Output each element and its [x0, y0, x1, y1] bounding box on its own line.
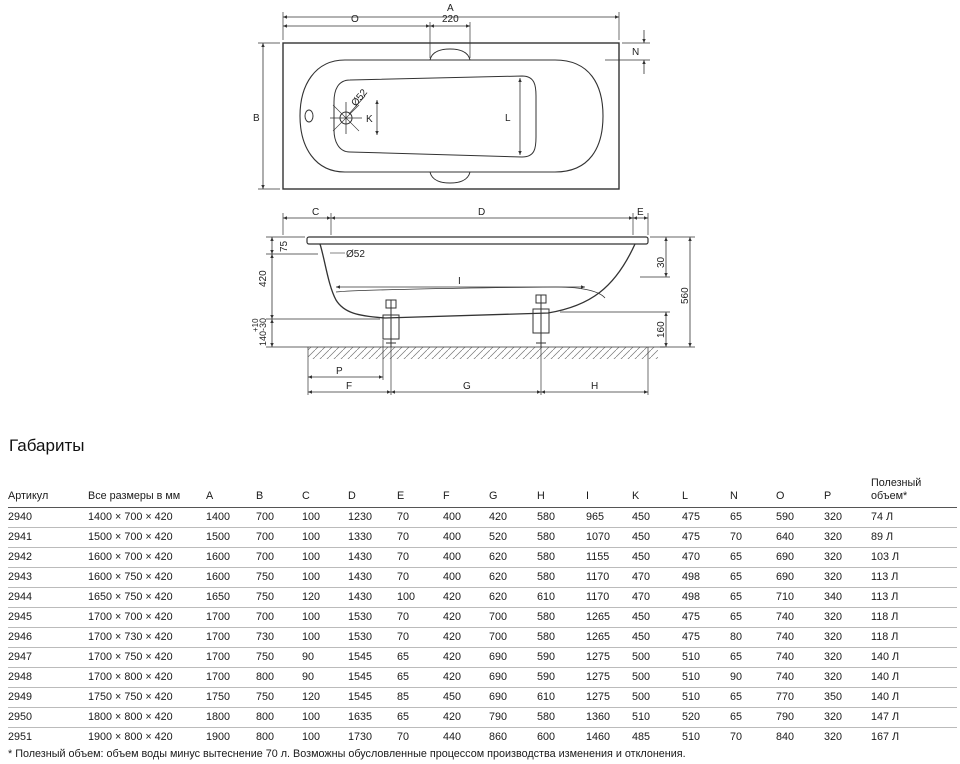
table-cell: 320 — [824, 568, 871, 588]
table-cell: 65 — [730, 708, 776, 728]
table-cell: 1800 × 800 × 420 — [88, 708, 206, 728]
table-row — [8, 528, 957, 548]
dim-label-d52-side: Ø52 — [346, 249, 365, 260]
table-cell: 1400 × 700 × 420 — [88, 508, 206, 528]
table-cell: 750 — [256, 588, 302, 608]
table-cell: 1400 — [206, 508, 256, 528]
table-cell: 70 — [397, 628, 443, 648]
table-cell: 500 — [632, 668, 682, 688]
table-cell: 320 — [824, 708, 871, 728]
dim-label-b: B — [253, 113, 260, 124]
table-cell: 90 — [302, 648, 348, 668]
table-cell: 1230 — [348, 508, 397, 528]
table-cell: 840 — [776, 731, 795, 743]
table-cell: 70 — [397, 548, 443, 568]
dim-label-f: F — [346, 381, 353, 392]
table-cell: 118 Л — [871, 628, 957, 648]
article-cell: 2940 — [8, 508, 88, 528]
table-cell: 70 — [730, 731, 743, 743]
table-cell: 1275 — [586, 648, 632, 668]
table-cell: 65 — [730, 688, 776, 708]
table-cell: 498 — [682, 568, 730, 588]
table-cell: 510 — [682, 668, 730, 688]
table-row — [8, 588, 957, 608]
table-cell: 70 — [397, 608, 443, 628]
table-cell: 580 — [537, 548, 586, 568]
table-cell: 65 — [730, 648, 776, 668]
table-cell: 320 — [824, 548, 871, 568]
table-cell: 100 — [302, 508, 348, 528]
table-cell: 450 — [632, 508, 682, 528]
table-cell: 1700 × 700 × 420 — [88, 608, 206, 628]
table-cell: 140 Л — [871, 648, 957, 668]
column-header: L — [682, 474, 730, 508]
table-cell: 750 — [256, 688, 302, 708]
table-cell: 965 — [586, 508, 632, 528]
table-cell: 1330 — [348, 528, 397, 548]
dim-label-a: A — [447, 3, 454, 14]
table-cell: 120 — [302, 588, 348, 608]
table-cell: 320 — [824, 648, 871, 668]
table-cell: 100 — [302, 548, 348, 568]
table-cell: 1545 — [348, 688, 397, 708]
table-cell: 1700 — [206, 628, 256, 648]
table-cell: 320 — [824, 731, 843, 743]
table-cell: 740 — [776, 648, 824, 668]
table-cell: 100 — [302, 708, 348, 728]
table-cell: 1545 — [348, 648, 397, 668]
side-view-labels — [251, 207, 691, 392]
dimensions-table — [8, 474, 957, 747]
table-cell: 65 — [730, 508, 776, 528]
table-cell: 770 — [776, 688, 824, 708]
column-header: I — [586, 474, 632, 508]
table-cell: 610 — [537, 588, 586, 608]
footnote: * Полезный объем: объем воды минус вытеснение 70 л. Возможны обусловленные процессом производства изменения и отклонения. — [8, 748, 686, 760]
table-cell: 90 — [302, 668, 348, 688]
dim-label-30: 30 — [656, 256, 667, 268]
table-cell: 740 — [776, 628, 824, 648]
table-body — [8, 508, 957, 748]
column-header: D — [348, 474, 397, 508]
table-cell: 1265 — [586, 628, 632, 648]
column-header: P — [824, 474, 871, 508]
table-cell: 580 — [537, 708, 586, 728]
table-cell: 475 — [682, 508, 730, 528]
column-header: F — [443, 474, 489, 508]
article-cell: 2951 — [8, 731, 33, 743]
table-cell: 700 — [489, 628, 537, 648]
table-cell: 1430 — [348, 548, 397, 568]
table-cell: 1265 — [586, 608, 632, 628]
table-cell: 80 — [730, 628, 776, 648]
table-row — [8, 608, 957, 628]
table-header — [8, 474, 957, 508]
table-cell: 118 Л — [871, 608, 957, 628]
table-cell: 1275 — [586, 668, 632, 688]
column-header: Полезный объем* — [871, 474, 957, 508]
table-row — [8, 628, 957, 648]
table-cell: 470 — [632, 568, 682, 588]
section-title: Габариты — [9, 436, 85, 455]
table-cell: 750 — [256, 648, 302, 668]
table-cell: 700 — [256, 528, 302, 548]
table-cell: 1170 — [586, 568, 632, 588]
table-cell: 580 — [537, 608, 586, 628]
table-cell: 400 — [443, 548, 489, 568]
table-cell: 400 — [443, 568, 489, 588]
dim-label-plus10: +10 — [251, 318, 260, 332]
table-cell: 690 — [776, 548, 824, 568]
table-cell: 1600 — [206, 568, 256, 588]
dim-label-560: 560 — [680, 287, 691, 304]
table-cell: 70 — [397, 528, 443, 548]
table-row — [8, 548, 957, 568]
column-header: C — [302, 474, 348, 508]
table-cell: 420 — [443, 628, 489, 648]
table-cell: 475 — [682, 628, 730, 648]
table-cell: 1900 — [206, 731, 231, 743]
column-header: Артикул — [8, 474, 88, 508]
table-cell: 610 — [537, 688, 586, 708]
table-cell: 520 — [489, 528, 537, 548]
table-cell: 1730 — [348, 731, 373, 743]
table-cell: 450 — [632, 628, 682, 648]
dim-label-p: P — [336, 366, 343, 377]
table-cell: 65 — [397, 668, 443, 688]
table-cell: 1600 — [206, 548, 256, 568]
table-cell: 1900 × 800 × 420 — [88, 731, 173, 743]
table-cell: 690 — [489, 648, 537, 668]
table-cell: 1700 × 750 × 420 — [88, 648, 206, 668]
table-cell: 420 — [443, 588, 489, 608]
article-cell: 2941 — [8, 528, 88, 548]
table-cell: 740 — [776, 668, 824, 688]
table-cell: 590 — [537, 648, 586, 668]
column-header: B — [256, 474, 302, 508]
table-cell: 65 — [730, 608, 776, 628]
table-cell: 70 — [397, 568, 443, 588]
dim-label-140-30: 140-30 — [258, 317, 268, 346]
table-cell: 860 — [489, 731, 508, 743]
article-cell: 2942 — [8, 548, 88, 568]
table-cell: 620 — [489, 548, 537, 568]
article-cell: 2949 — [8, 688, 88, 708]
article-cell: 2946 — [8, 628, 88, 648]
table-cell: 140 Л — [871, 688, 957, 708]
table-cell: 450 — [632, 608, 682, 628]
table-cell: 1530 — [348, 628, 397, 648]
table-row — [8, 648, 957, 668]
table-cell: 320 — [824, 508, 871, 528]
table-cell: 1700 — [206, 648, 256, 668]
article-cell: 2945 — [8, 608, 88, 628]
table-cell: 100 — [302, 528, 348, 548]
table-cell: 1170 — [586, 588, 632, 608]
table-cell: 65 — [730, 588, 776, 608]
table-cell: 580 — [537, 568, 586, 588]
handle-top — [430, 49, 470, 60]
table-cell: 103 Л — [871, 548, 957, 568]
overflow — [305, 110, 313, 122]
table-cell: 1500 × 700 × 420 — [88, 528, 206, 548]
table-cell: 730 — [256, 628, 302, 648]
table-cell: 580 — [537, 508, 586, 528]
dim-label-k: K — [366, 114, 373, 125]
table-cell: 420 — [443, 668, 489, 688]
table-cell: 1650 × 750 × 420 — [88, 588, 206, 608]
table-cell: 580 — [537, 628, 586, 648]
table-cell: 700 — [489, 608, 537, 628]
table-row — [8, 688, 957, 708]
handle-bottom — [430, 172, 470, 183]
table-cell: 470 — [632, 588, 682, 608]
table-cell: 420 — [443, 708, 489, 728]
dim-label-h: H — [591, 381, 599, 392]
table-cell: 690 — [776, 568, 824, 588]
table-cell: 510 — [682, 731, 701, 743]
article-cell: 2948 — [8, 668, 88, 688]
table-cell: 620 — [489, 568, 537, 588]
dim-label-c: C — [312, 207, 320, 218]
table-cell: 340 — [824, 588, 871, 608]
article-cell: 2947 — [8, 648, 88, 668]
table-cell: 89 Л — [871, 528, 957, 548]
table-cell: 500 — [632, 688, 682, 708]
table-cell: 113 Л — [871, 568, 957, 588]
table-cell: 420 — [443, 648, 489, 668]
table-cell: 1800 — [206, 708, 256, 728]
side-view — [266, 213, 695, 395]
table-cell: 65 — [397, 708, 443, 728]
dim-label-d: D — [478, 207, 486, 218]
table-cell: 350 — [824, 688, 871, 708]
table-cell: 420 — [443, 608, 489, 628]
table-cell: 1070 — [586, 528, 632, 548]
table-row — [8, 668, 957, 688]
table-cell: 475 — [682, 608, 730, 628]
table-cell: 800 — [256, 708, 302, 728]
table-cell: 90 — [730, 668, 776, 688]
table-cell: 65 — [397, 648, 443, 668]
column-header: E — [397, 474, 443, 508]
table-cell: 70 — [397, 508, 443, 528]
table-cell: 1700 — [206, 668, 256, 688]
table-row — [8, 708, 957, 728]
table-cell: 640 — [776, 528, 824, 548]
dim-label-160: 160 — [656, 321, 667, 338]
table-cell: 790 — [489, 708, 537, 728]
dim-label-l: L — [505, 113, 511, 124]
table-cell: 1530 — [348, 608, 397, 628]
tub-rim — [307, 237, 648, 244]
table-cell: 320 — [824, 668, 871, 688]
table-cell: 140 Л — [871, 668, 957, 688]
table-cell: 1155 — [586, 548, 632, 568]
table-cell: 620 — [489, 588, 537, 608]
table-cell: 510 — [682, 688, 730, 708]
table-cell: 74 Л — [871, 508, 957, 528]
table-cell: 700 — [256, 508, 302, 528]
table-cell: 120 — [302, 688, 348, 708]
table-cell: 147 Л — [871, 708, 957, 728]
table-cell: 400 — [443, 508, 489, 528]
dim-label-g: G — [463, 381, 471, 392]
table-cell: 1700 — [206, 608, 256, 628]
table-cell: 70 — [397, 731, 410, 743]
table-cell: 750 — [256, 568, 302, 588]
top-view — [258, 12, 650, 189]
table-cell: 450 — [632, 548, 682, 568]
article-cell: 2944 — [8, 588, 88, 608]
table-cell: 1650 — [206, 588, 256, 608]
column-header: O — [776, 474, 824, 508]
table-cell: 740 — [776, 608, 824, 628]
table-cell: 485 — [632, 731, 651, 743]
table-row — [8, 568, 957, 588]
column-header: K — [632, 474, 682, 508]
dim-label-d52-top: Ø52 — [349, 87, 371, 109]
table-cell: 690 — [489, 668, 537, 688]
table-cell: 100 — [302, 731, 321, 743]
table-row — [8, 508, 957, 528]
table-cell: 800 — [256, 731, 275, 743]
table-cell: 113 Л — [871, 588, 957, 608]
column-header: A — [206, 474, 256, 508]
column-header: N — [730, 474, 776, 508]
table-cell: 700 — [256, 608, 302, 628]
dim-label-i: I — [458, 276, 461, 287]
leg-left — [383, 300, 399, 347]
floor-hatch — [308, 347, 658, 359]
table-cell: 475 — [682, 528, 730, 548]
table-cell: 500 — [632, 648, 682, 668]
column-header: G — [489, 474, 537, 508]
table-cell: 1600 × 750 × 420 — [88, 568, 206, 588]
table-cell: 590 — [537, 668, 586, 688]
table-cell: 590 — [776, 508, 824, 528]
table-cell: 400 — [443, 528, 489, 548]
table-cell: 1600 × 700 × 420 — [88, 548, 206, 568]
table-cell: 1430 — [348, 568, 397, 588]
table-cell: 65 — [730, 548, 776, 568]
table-cell: 800 — [256, 668, 302, 688]
table-cell: 1700 × 730 × 420 — [88, 628, 206, 648]
table-cell: 65 — [730, 568, 776, 588]
table-cell: 440 — [443, 731, 462, 743]
tub-body — [320, 244, 635, 318]
table-cell: 100 — [397, 588, 443, 608]
dim-label-o: O — [351, 14, 359, 25]
table-cell: 100 — [302, 568, 348, 588]
table-cell: 420 — [489, 508, 537, 528]
top-view-outline — [283, 43, 619, 189]
dim-label-n: N — [632, 47, 640, 58]
table-cell: 167 Л — [871, 731, 900, 743]
table-cell: 1360 — [586, 708, 632, 728]
table-cell: 710 — [776, 588, 824, 608]
table-cell: 1700 × 800 × 420 — [88, 668, 206, 688]
table-cell: 700 — [256, 548, 302, 568]
table-cell: 600 — [537, 731, 556, 743]
table-cell: 498 — [682, 588, 730, 608]
table-cell: 1750 × 750 × 420 — [88, 688, 206, 708]
dim-label-75: 75 — [279, 240, 290, 252]
article-cell: 2943 — [8, 568, 88, 588]
top-view-labels — [253, 3, 639, 125]
table-cell: 1545 — [348, 668, 397, 688]
table-cell: 1635 — [348, 708, 397, 728]
table-cell: 320 — [824, 528, 871, 548]
table-cell: 100 — [302, 608, 348, 628]
table-cell: 1500 — [206, 528, 256, 548]
table-cell: 580 — [537, 528, 586, 548]
table-cell: 100 — [302, 628, 348, 648]
table-cell: 70 — [730, 528, 776, 548]
dim-label-420: 420 — [258, 270, 269, 287]
table-cell: 450 — [443, 688, 489, 708]
table-cell: 510 — [682, 648, 730, 668]
table-row — [8, 728, 957, 748]
leg-right — [533, 295, 549, 347]
table-header-row — [8, 474, 957, 508]
table-cell: 85 — [397, 688, 443, 708]
column-header: Все размеры в мм — [88, 474, 206, 508]
column-header: H — [537, 474, 586, 508]
table-cell: 690 — [489, 688, 537, 708]
table-cell: 1430 — [348, 588, 397, 608]
table-cell: 1460 — [586, 731, 611, 743]
table-cell: 320 — [824, 608, 871, 628]
table-cell: 510 — [632, 708, 682, 728]
table-cell: 1750 — [206, 688, 256, 708]
dim-label-e: E — [637, 207, 644, 218]
article-cell: 2950 — [8, 708, 88, 728]
dim-label-220: 220 — [442, 14, 459, 25]
table-cell: 470 — [682, 548, 730, 568]
table-cell: 520 — [682, 708, 730, 728]
table-cell: 790 — [776, 708, 824, 728]
table-cell: 320 — [824, 628, 871, 648]
table-cell: 1275 — [586, 688, 632, 708]
table-cell: 450 — [632, 528, 682, 548]
